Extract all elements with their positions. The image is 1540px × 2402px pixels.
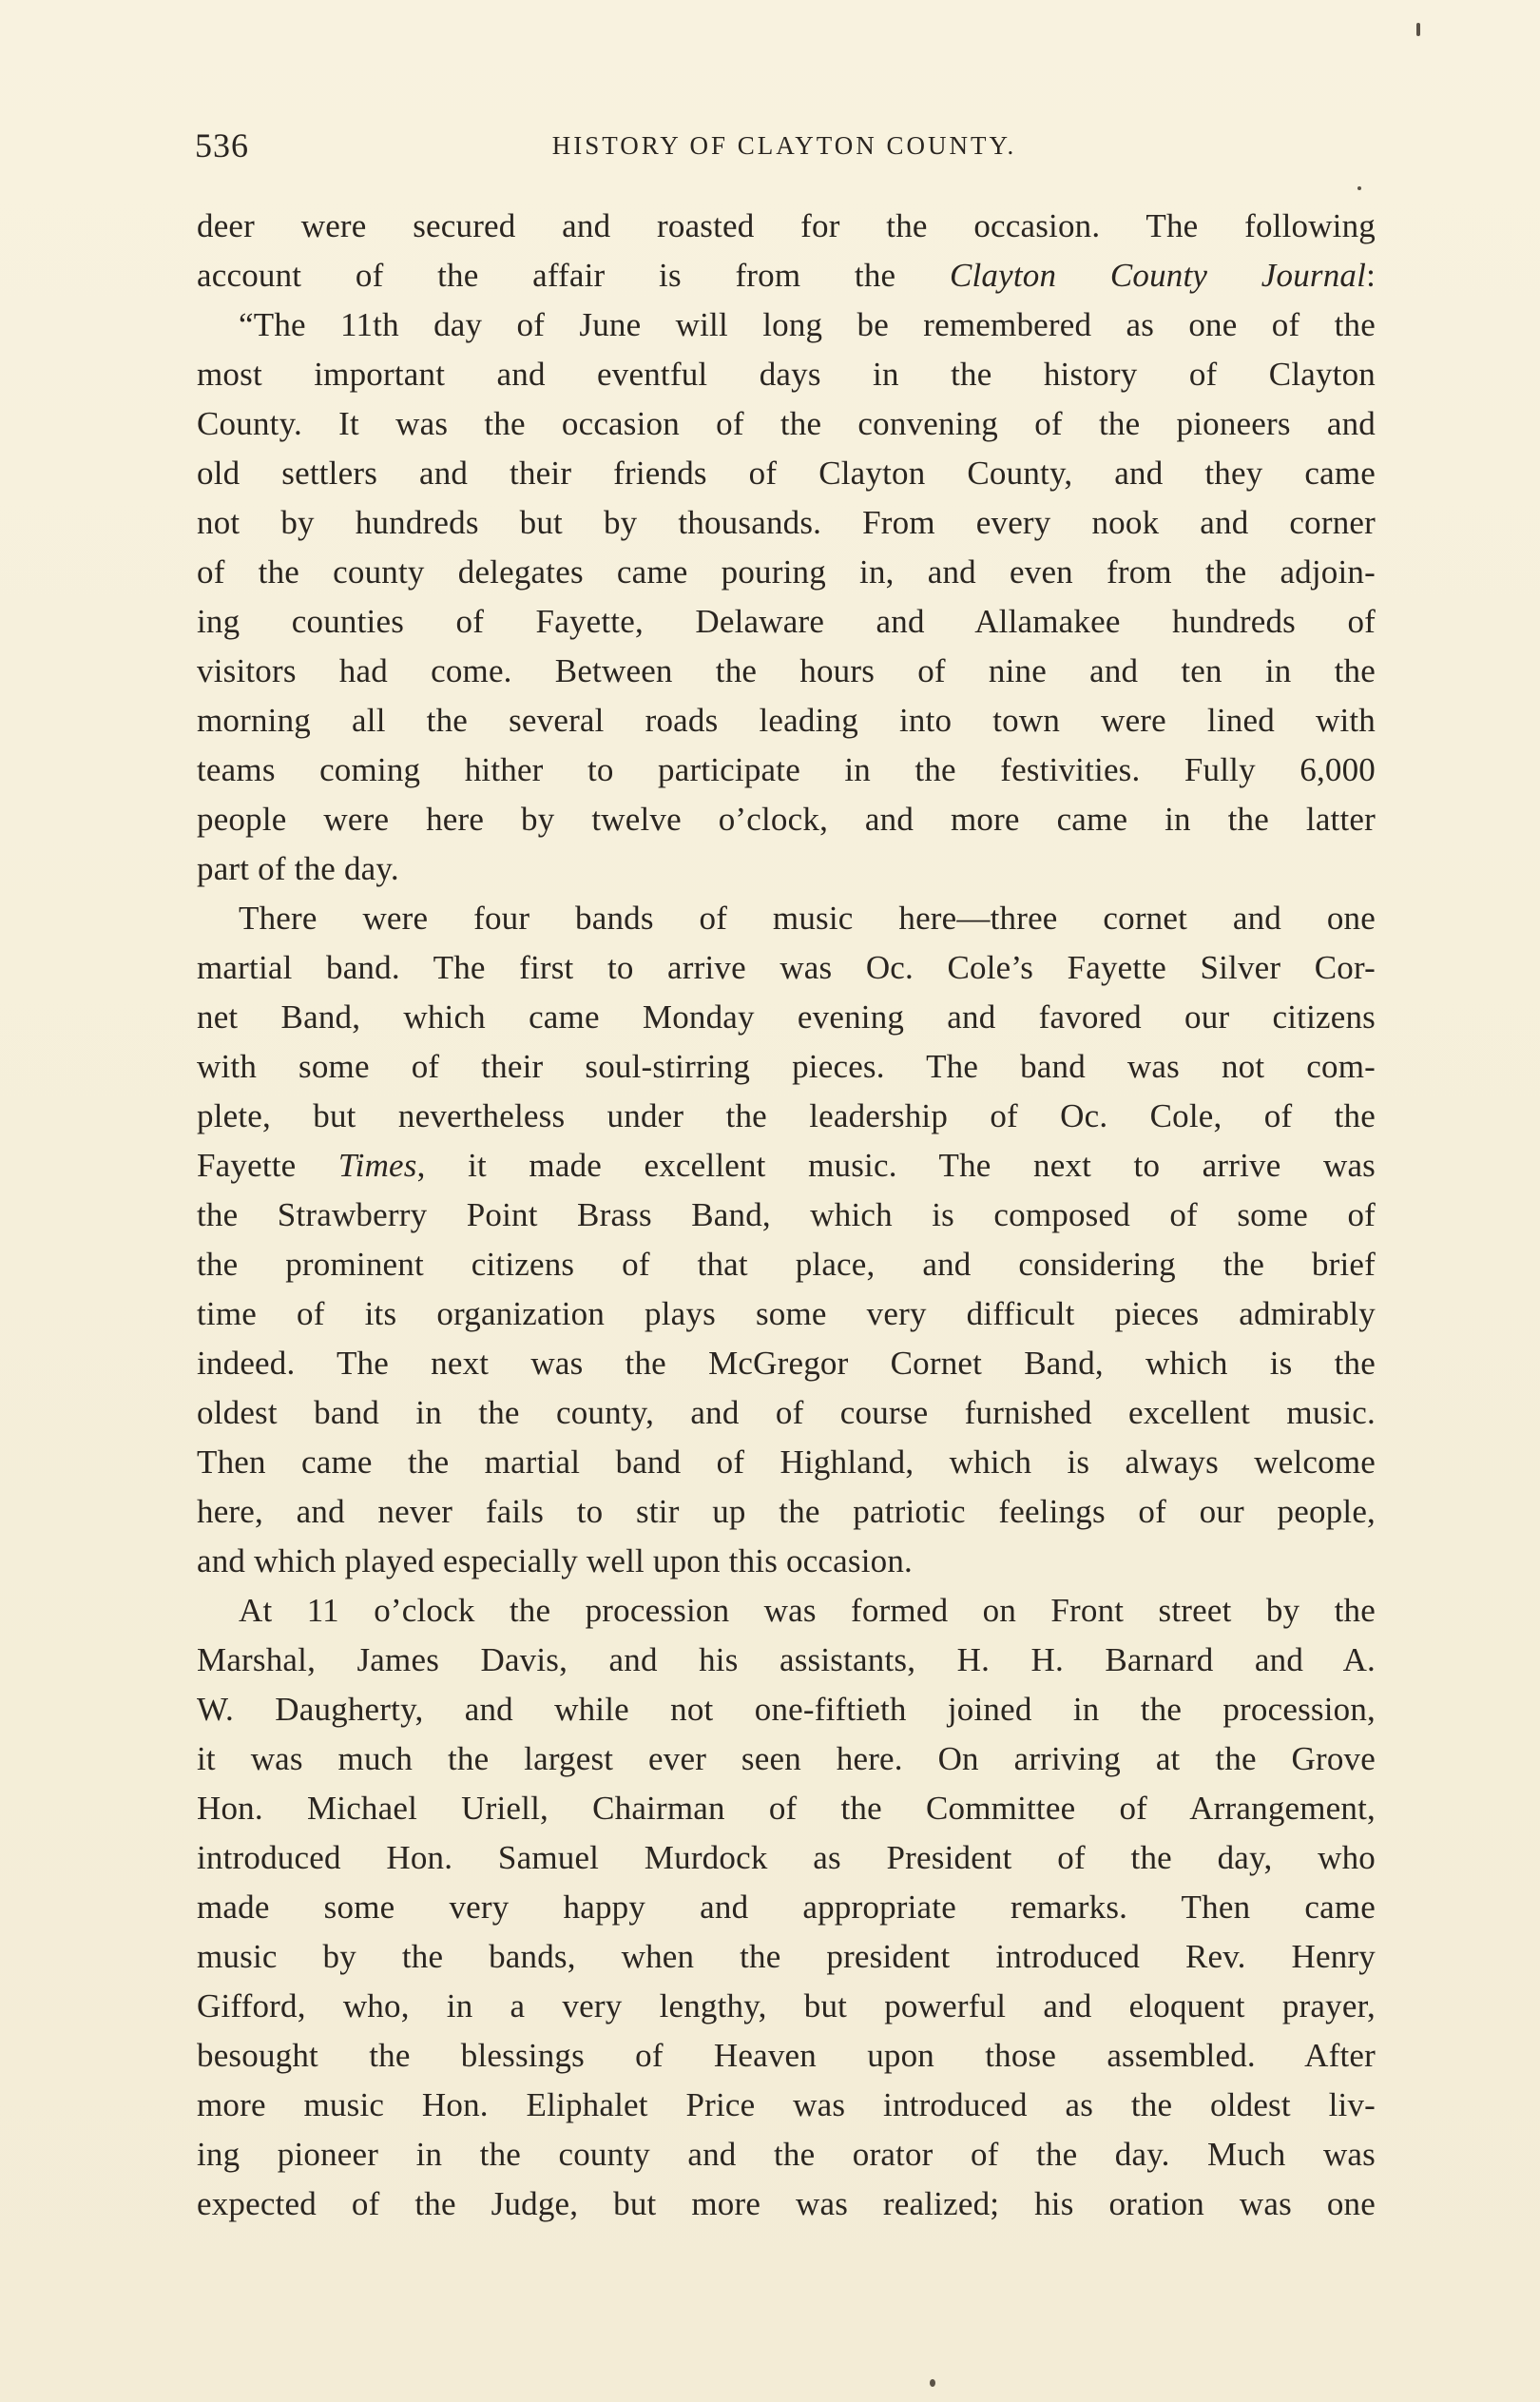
text-line: ing counties of Fayette, Delaware and Allamakee hundreds of (197, 603, 1376, 640)
text-line: There were four bands of music here—three cornet and one (239, 900, 1376, 937)
text-line: Hon. Michael Uriell, Chairman of the Committee of Arrangement, (197, 1790, 1376, 1827)
text-line: indeed. The next was the McGregor Cornet Band, which is the (197, 1345, 1376, 1382)
text-line: net Band, which came Monday evening and favored our citizens (197, 998, 1376, 1036)
text-line: and which played especially well upon this occasion. (197, 1542, 913, 1579)
text-line: time of its organization plays some very difficult pieces admirably (197, 1295, 1376, 1332)
text-line: Gifford, who, in a very lengthy, but powerful and eloquent prayer, (197, 1987, 1376, 2024)
text-line: here, and never fails to stir up the patriotic feelings of our people, (197, 1493, 1376, 1530)
italic-title: Times (337, 1147, 417, 1184)
text-line: old settlers and their friends of Clayton County, and they came (197, 455, 1376, 492)
text-span: Fayette (197, 1147, 338, 1184)
text-line: At 11 o’clock the procession was formed on Front street by the (239, 1592, 1376, 1629)
text-span: : (1366, 257, 1376, 294)
text-span: account of the affair is from the (197, 257, 950, 294)
ink-speck-top-right (1416, 23, 1420, 36)
text-line: “The 11th day of June will long be remembered as one of the (239, 306, 1376, 343)
text-line: visitors had come. Between the hours of nine and ten in the (197, 652, 1376, 689)
text-line: County. It was the occasion of the convening of the pioneers and (197, 405, 1376, 442)
text-span: , it made excellent music. The next to arrive was (416, 1147, 1376, 1184)
text-line: teams coming hither to participate in the festivities. Fully 6,000 (197, 751, 1376, 788)
text-line: music by the bands, when the president introduced Rev. Henry (197, 1938, 1376, 1975)
text-line: part of the day. (197, 850, 399, 887)
text-line: expected of the Judge, but more was realized; his oration was one (197, 2185, 1376, 2222)
text-line: of the county delegates came pouring in, and even from the adjoin- (197, 553, 1376, 591)
text-line-with-italic-title (197, 1141, 1376, 1191)
text-line: not by hundreds but by thousands. From every nook and corner (197, 504, 1376, 541)
text-line: ing pioneer in the county and the orator of the day. Much was (197, 2136, 1376, 2173)
ink-dot-right-margin (1357, 186, 1361, 190)
text-line: more music Hon. Eliphalet Price was introduced as the oldest liv- (197, 2086, 1376, 2123)
text-line: plete, but nevertheless under the leadership of Oc. Cole, of the (197, 1097, 1376, 1134)
text-line: W. Daugherty, and while not one-fiftieth joined in the procession, (197, 1691, 1376, 1728)
page-number: 536 (195, 126, 249, 165)
running-head: HISTORY OF CLAYTON COUNTY. (551, 131, 1017, 160)
text-line: most important and eventful days in the history of Clayton (197, 356, 1376, 393)
text-line: deer were secured and roasted for the occasion. The following (197, 207, 1376, 244)
ink-dot-bottom (930, 2379, 935, 2387)
text-line: Marshal, James Davis, and his assistants, H. H. Barnard and A. (197, 1641, 1376, 1678)
text-line: the Strawberry Point Brass Band, which is composed of some of (197, 1196, 1376, 1233)
text-line: martial band. The first to arrive was Oc. Cole’s Fayette Silver Cor- (197, 949, 1376, 986)
text-line: introduced Hon. Samuel Murdock as President of the day, who (197, 1839, 1376, 1876)
page-header (195, 126, 1374, 173)
text-line: morning all the several roads leading into town were lined with (197, 702, 1376, 739)
text-line: with some of their soul-stirring pieces. The band was not com- (197, 1048, 1376, 1085)
text-line: it was much the largest ever seen here. On arriving at the Grove (197, 1740, 1376, 1777)
body-text (197, 202, 1376, 2229)
text-line: Then came the martial band of Highland, which is always welcome (197, 1443, 1376, 1481)
italic-title: Clayton County Journal (949, 257, 1367, 294)
text-line: besought the blessings of Heaven upon those assembled. After (197, 2037, 1376, 2074)
text-line: people were here by twelve o’clock, and more came in the latter (197, 801, 1376, 838)
text-line: made some very happy and appropriate remarks. Then came (197, 1889, 1376, 1926)
text-line: the prominent citizens of that place, and considering the brief (197, 1246, 1376, 1283)
text-line-with-italic-title (197, 251, 1376, 300)
text-line: oldest band in the county, and of course furnished excellent music. (197, 1394, 1376, 1431)
